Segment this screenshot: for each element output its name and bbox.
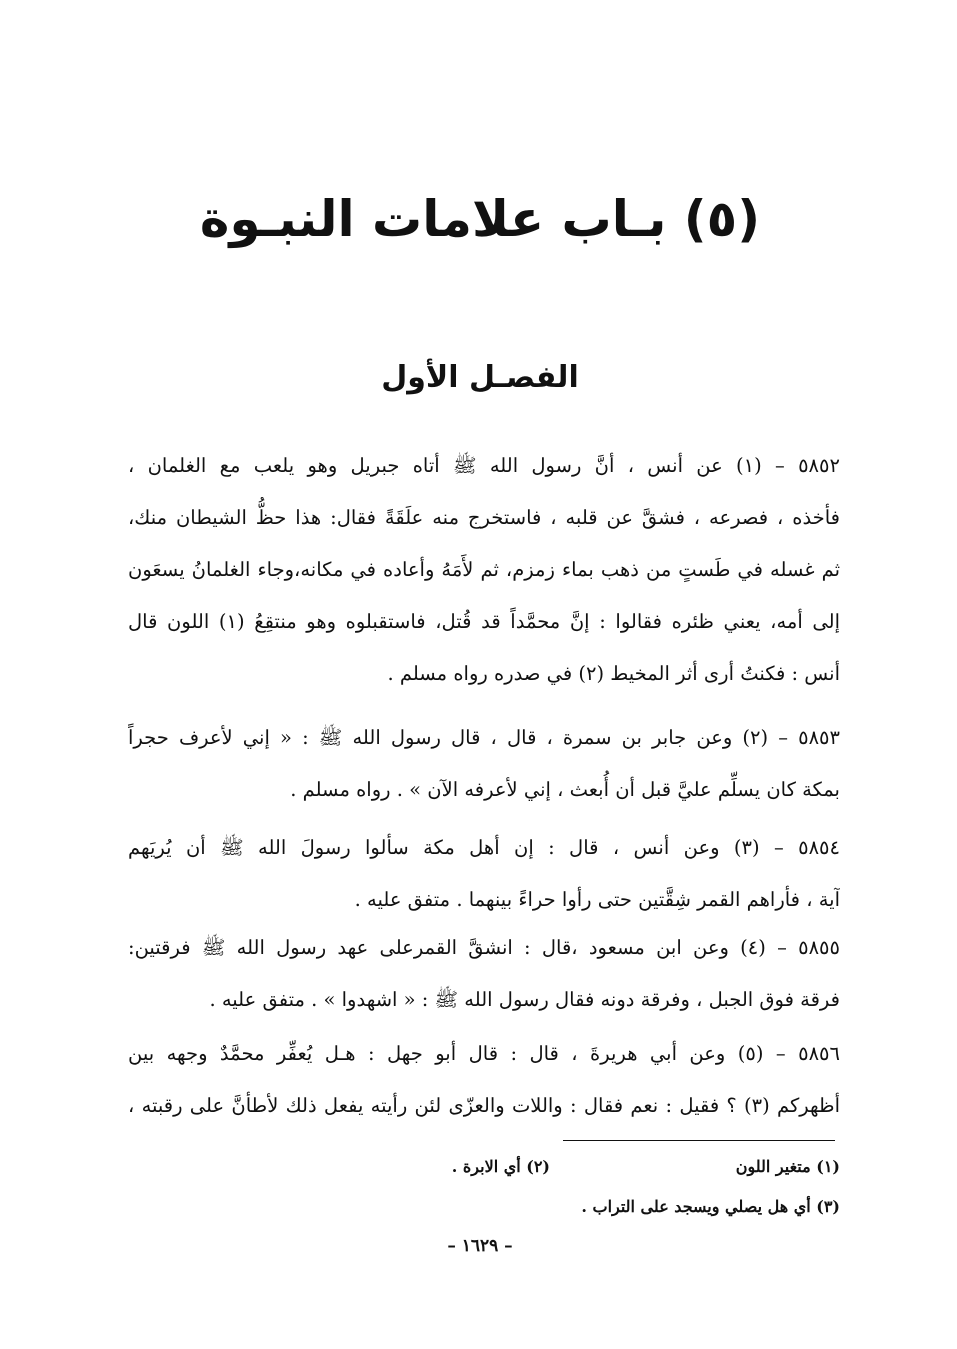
footnote-divider: [563, 1140, 835, 1141]
page-number: – ١٦٢٩ –: [447, 1236, 513, 1256]
footnote-row: [340, 1152, 840, 1182]
text-line: ٥٨٥٣ – (٢) وعن جابر بن سمرة ، قال ، قال رسول الله ﷺ : « إني لأعرف حجراً: [128, 726, 840, 749]
hadith-5853: [128, 712, 840, 816]
footnote-1: (١) متغير اللون: [735, 1157, 840, 1176]
footnote-3: (٣) أي هل يصلي ويسجد على التراب .: [581, 1197, 840, 1216]
text-line: أنس : فكنتُ أرى أثر المخيط (٢) في صدره رواه مسلم .: [387, 662, 840, 685]
text-line: فأخذه ، فصرعه ، فشقَّ عن قلبه ، فاستخرج منه علَقَةً فقال: هذا حظُّ الشيطان منك،: [128, 506, 840, 529]
footnote-row: [340, 1192, 840, 1222]
hadith-5856: [128, 1028, 840, 1132]
text-line: فرقة فوق الجبل ، وفرقة دونه فقال رسول الله ﷺ : « اشهدوا » . متفق عليه .: [209, 988, 840, 1011]
section-title: الفصـل الأول: [381, 360, 579, 395]
text-line: أظهركم (٣) ؟ فقيل : نعم فقال : واللات والعزّى لئن رأيته يفعل ذلك لأطأنَّ على رقبته ،: [128, 1094, 840, 1117]
text-line: ٥٨٥٤ – (٣) وعن أنس ، قال : إن أهل مكة سألوا رسولَ الله ﷺ أن يُريَهم: [128, 836, 840, 859]
text-line: ٥٨٥٦ – (٥) وعن أبي هريرةَ ، قال : قال أبو جهل : هـل يُعفِّر محمَّدٌ وجهه بين: [128, 1042, 840, 1065]
text-line: ثم غسله في طَستٍ من ذهب بماء زمزم، ثم لأَمَهُ وأعاده في مكانه،وجاء الغلمانُ يسعَون: [128, 558, 840, 581]
text-line: إلى أمه، يعني ظئره فقالوا : إنَّ محمَّداً قد قُتل، فاستقبلوه وهو منتقِعُ (١) اللون قال: [128, 610, 840, 633]
footnote-2: (٢) أي الابرة .: [451, 1157, 550, 1176]
hadith-5855: [128, 922, 840, 1026]
text-line: بمكة كان يسلِّم عليَّ قبل أن أُبعث ، إني لأعرفه الآن » . رواه مسلم .: [290, 778, 840, 801]
text-line: ٥٨٥٢ – (١) عن أنس ، أنَّ رسول الله ﷺ أتاه جبريل وهو يلعب مع الغلمان ،: [128, 454, 840, 477]
chapter-title: (٥) بـاب علامات النبـوة: [199, 190, 761, 248]
hadith-5854: [128, 822, 840, 926]
text-line: ٥٨٥٥ – (٤) وعن ابن مسعود ،قال : انشقَّ القمرعلى عهد رسول الله ﷺ فرقتين:: [128, 936, 840, 959]
text-line: آية ، فأراهم القمر شِقَّتين حتى رأوا حراءً بينهما . متفق عليه .: [354, 888, 840, 911]
hadith-5852: [128, 440, 840, 700]
